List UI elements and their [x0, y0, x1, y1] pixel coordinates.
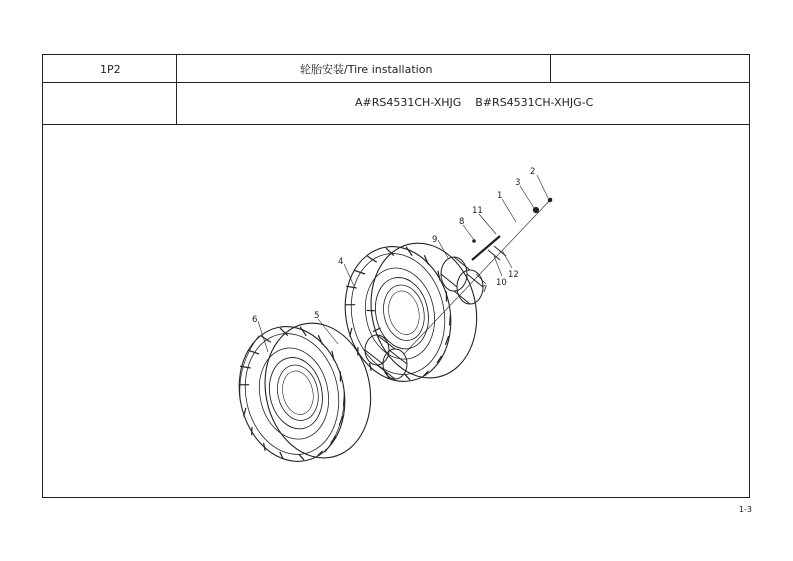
- page-title: 轮胎安装/Tire installation: [300, 63, 433, 76]
- callout-2: 2: [530, 167, 536, 177]
- leader-lines: [258, 175, 548, 352]
- callout-3: 3: [515, 178, 521, 188]
- tire-4: [333, 231, 489, 393]
- tire-exploded-view: [42, 124, 748, 496]
- header-divider: [43, 82, 749, 83]
- column-divider-right: [550, 55, 551, 82]
- callout-8: 8: [459, 217, 465, 227]
- callout-1: 1: [497, 191, 503, 201]
- callout-7: 7: [482, 285, 488, 295]
- callout-9: 9: [432, 235, 438, 245]
- callout-10: 10: [496, 278, 507, 288]
- page-code: 1P2: [100, 63, 121, 76]
- callout-6: 6: [252, 315, 258, 325]
- callout-4: 4: [338, 257, 344, 267]
- tire-6: [227, 311, 383, 473]
- callout-12: 12: [508, 270, 519, 280]
- model-numbers: A#RS4531CH-XHJG B#RS4531CH-XHJG-C: [355, 96, 594, 109]
- column-divider-left: [176, 55, 177, 124]
- callout-5: 5: [314, 311, 320, 321]
- callout-11: 11: [472, 206, 483, 216]
- page-number: 1-3: [738, 505, 752, 514]
